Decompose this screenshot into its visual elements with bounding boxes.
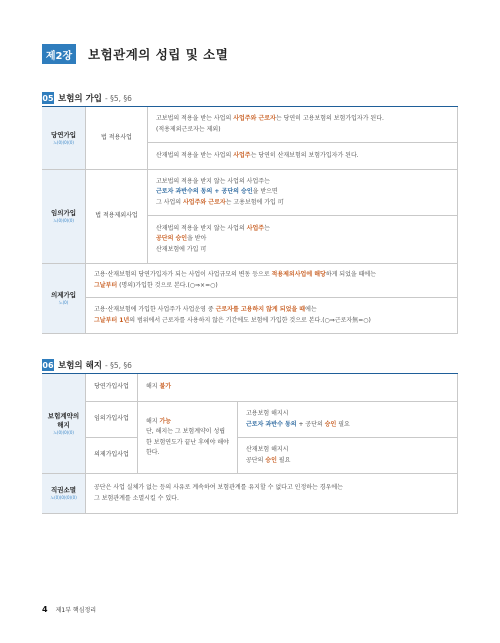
text-line: 산재보험 해지시	[246, 446, 289, 453]
section-reference: - §5, §6	[105, 93, 132, 103]
text-line: 고용보험 해지시	[246, 410, 289, 417]
cell-employment-insurance-mandatory	[148, 107, 458, 143]
row-header-uije	[42, 264, 86, 334]
text-line: 공단은 사업 실체가 없는 등의 사유로 계속하여 보험관계를 유지할 수 없다고 인정하는 경우에는	[94, 484, 343, 491]
section-reference: - §5, §6	[105, 360, 132, 370]
text-line: 산재법의 적용을 받지 않는 사업의 사업주는	[156, 224, 270, 232]
row-label: 보험계약의	[47, 411, 80, 420]
cell-deemed-join-scale-change	[86, 264, 458, 298]
row-label: 직권소멸	[50, 486, 77, 495]
row-code: 노(0)(0)(0)	[53, 429, 74, 435]
text-line: 산재보험에 가입 可	[156, 245, 207, 253]
cell-ex-officio-extinction	[86, 474, 458, 514]
text-line: 고보법의 적용을 받지 않는 사업의 사업주는	[156, 177, 270, 185]
footer-text: 제1부 핵심정리	[55, 607, 97, 614]
chapter-title: 보험관계의 성립 및 소멸	[88, 47, 229, 62]
row-header-dangyeon	[42, 107, 86, 170]
section-header-insurance-join	[42, 92, 132, 104]
section-title: 보험의 해지	[58, 361, 103, 371]
subhead-deemed-business: 의제가입사업	[86, 438, 138, 474]
text-line: 그날부터 1년의 범위에서 근로자를 사용하지 않은 기간에도 보험에 가입한 것으로 본다.(○⇒근로자無=○)	[94, 316, 371, 324]
row-header-imui	[42, 170, 86, 264]
text-line: 고보법의 적용을 받는 사업의 사업주와 근로자는 당연히 고용보험의 보험가입자가 된다.	[156, 115, 384, 122]
cell-termination-not-allowed	[138, 374, 458, 402]
cell-deemed-join-no-workers	[86, 298, 458, 334]
text-line: 산재법의 적용을 받는 사업의 사업주는 당연히 산재보험의 보험가입자가 된다.	[156, 151, 359, 159]
subhead-excluded-business: 법 적용제외사업	[86, 170, 148, 264]
subhead-voluntary-business: 임의가입사업	[86, 402, 138, 438]
row-code: 노(0)	[58, 300, 69, 306]
text-line: 고용·산재보험의 당연가입자가 되는 사업이 사업규모의 변동 등으로 적용제외사업에 해당하게 되었을 때에는	[94, 271, 376, 278]
subhead-applied-business: 법 적용사업	[86, 107, 148, 170]
text-line: 그 사업의 사업주와 근로자는 고용보험에 가입 可	[156, 198, 284, 206]
text-line: 단, 해지는 그 보험계약이 성립한 보험연도가 끝난 후에야 해야 한다.	[146, 428, 229, 456]
cell-employment-insurance-voluntary	[148, 170, 458, 216]
text-line: 공단의 승인을 받아	[156, 235, 207, 243]
page-number: 4	[42, 605, 48, 614]
text-line: 그날부터 (명의)가입한 것으로 본다.(○⇒×=○)	[94, 281, 218, 289]
chapter-badge: 제2장	[42, 44, 76, 64]
row-header-contract-termination	[42, 374, 86, 474]
text-line: 그 보험관계를 소멸시킬 수 있다.	[94, 494, 179, 502]
subhead-mandatory-business: 당연가입사업	[86, 374, 138, 402]
section-number: 06	[42, 360, 54, 370]
row-label: 임의가입	[50, 209, 77, 218]
text-line: (적용제외근로자는 제외)	[156, 125, 221, 133]
text-line: 근로자 과반수 동의 + 공단의 승인 필요	[246, 420, 350, 428]
section-number: 05	[42, 93, 54, 103]
cell-termination-allowed	[138, 402, 238, 474]
text-line: 공단의 승인 필요	[246, 456, 291, 464]
row-label: 해지	[57, 420, 70, 429]
row-code: 노(0)(0)(0)	[53, 139, 74, 145]
row-code: 노(0)(0)(0)	[53, 218, 74, 224]
cell-industrial-termination-requirement	[238, 438, 458, 474]
text-line: 고용·산재보험에 가입한 사업주가 사업운영 중 근로자를 고용하지 않게 되었을 때에는	[94, 306, 317, 313]
cell-industrial-insurance-mandatory	[148, 143, 458, 170]
section-title: 보험의 가입	[58, 94, 103, 104]
text-line: 해지 가능	[146, 417, 172, 425]
page-footer	[42, 605, 96, 614]
row-code: 노(0)(0)(0)(0)	[50, 495, 77, 501]
text-line: 해지 불가	[146, 383, 172, 391]
row-label: 당연가입	[50, 130, 77, 139]
cell-employment-termination-requirement	[238, 402, 458, 438]
section-header-insurance-termination	[42, 359, 132, 371]
row-label: 의제가입	[50, 291, 77, 300]
cell-industrial-insurance-voluntary	[148, 216, 458, 264]
text-line: 근로자 과반수의 동의 + 공단의 승인을 받으면	[156, 188, 278, 196]
row-header-ex-officio-extinction	[42, 474, 86, 514]
